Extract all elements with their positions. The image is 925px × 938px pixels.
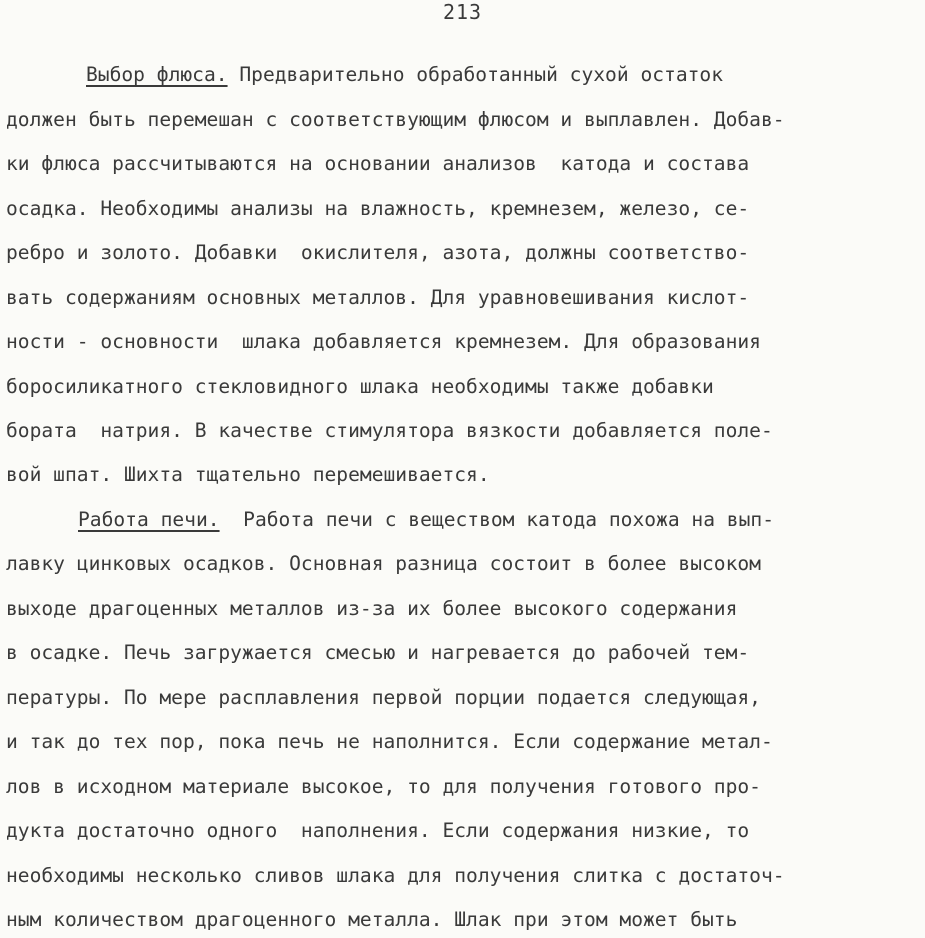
paragraph2-line-4: в осадке. Печь загружается смесью и нагревается до рабочей тем-	[6, 641, 750, 664]
paragraph1-line-5: ребро и золото. Добавки окислителя, азота, должны соответство-	[6, 241, 750, 264]
paragraph2-line-6: и так до тех пор, пока печь не наполнится. Если содержание метал-	[6, 730, 773, 753]
paragraph2-heading: Работа печи.	[78, 508, 220, 531]
paragraph2-line-3: выходе драгоценных металлов из-за их более высокого содержания	[6, 597, 738, 620]
paragraph2-line-8: дукта достаточно одного наполнения. Если содержания низкие, то	[6, 819, 750, 842]
paragraph1-heading: Выбор флюса.	[86, 63, 228, 86]
paragraph1-line-6: вать содержаниям основных металлов. Для уравновешивания кислот-	[6, 286, 750, 309]
paragraph2-line-1-text: Работа печи с веществом катода похожа на вып-	[219, 508, 774, 531]
paragraph1-line-7: ности - основности шлака добавляется кремнезем. Для образования	[6, 330, 761, 353]
paragraph1-line-1	[86, 60, 723, 90]
paragraph2-line-9: необходимы несколько сливов шлака для получения слитка с достаточ-	[6, 864, 785, 887]
paragraph1-line-4: осадка. Необходимы анализы на влажность, кремнезем, железо, се-	[6, 197, 750, 220]
paragraph1-line-10: вой шпат. Шихта тщательно перемешивается.	[6, 463, 490, 486]
page-number: 213	[442, 0, 483, 24]
paragraph2-line-2: лавку цинковых осадков. Основная разница состоит в более высоком	[6, 552, 761, 575]
paragraph2-line-7: лов в исходном материале высокое, то для получения готового про-	[6, 775, 761, 798]
paragraph1-line-3: ки флюса рассчитываются на основании анализов катода и состава	[6, 152, 750, 175]
paragraph2-line-5: пературы. По мере расплавления первой порции подается следующая,	[6, 686, 761, 709]
paragraph1-line-9: бората натрия. В качестве стимулятора вязкости добавляется поле-	[6, 419, 773, 442]
paragraph2-line-1	[78, 505, 774, 535]
paragraph1-line-8: боросиликатного стекловидного шлака необходимы также добавки	[6, 375, 714, 398]
paragraph1-line-2: должен быть перемешан с соответствующим флюсом и выплавлен. Добав-	[6, 108, 785, 131]
paragraph1-line-1-text: Предварительно обработанный сухой остаток	[227, 63, 724, 86]
paragraph2-line-10: ным количеством драгоценного металла. Шлак при этом может быть	[6, 908, 738, 931]
